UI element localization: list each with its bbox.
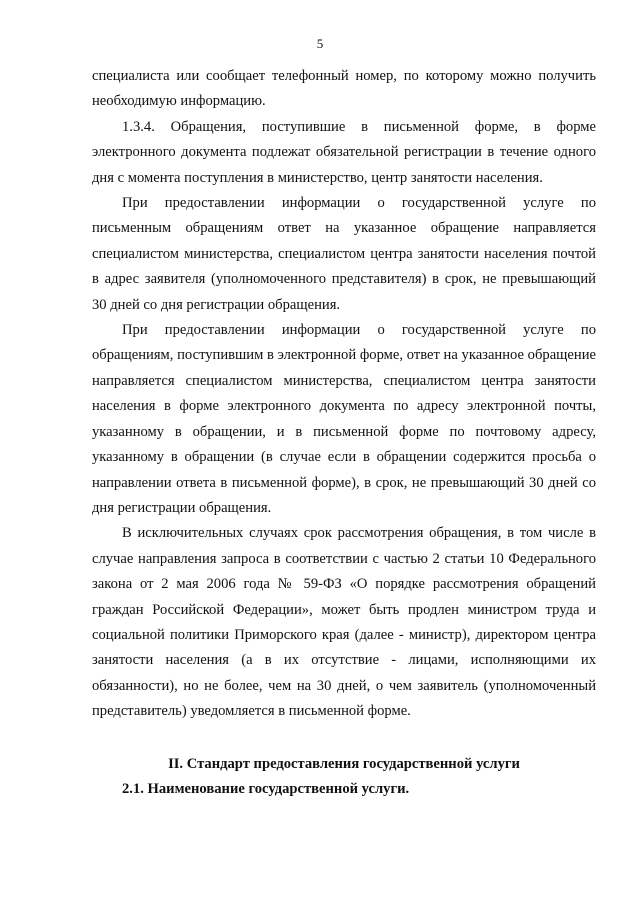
page-number: 5 bbox=[316, 36, 324, 51]
paragraph-exceptional-cases: В исключительных случаях срок рассмотрения обращения, в том числе в случае направления запроса в соответствии с частью 2 статьи 10 Федерального закона от 2 мая 2006 года № 59-ФЗ «О порядке рассмотрения обращений граждан Российской Федерации», может быть продлен министром труда и социальной политики Приморского края (далее - министр), директором центра занятости населения (а в их отсутствие - лицами, исполняющими их обязанности), но не более, чем на 30 дней, о чем заявитель (уполномоченный представитель) уведомляется в письменной форме. bbox=[92, 525, 596, 720]
section-spacer bbox=[92, 725, 596, 752]
subsection-heading: 2.1. Наименование государственной услуги. bbox=[122, 780, 410, 797]
paragraph-contact-info: специалиста или сообщает телефонный номер, по которому можно получить необходимую информацию. bbox=[92, 68, 596, 110]
paragraph-electronic-requests: При предоставлении информации о государственной услуге по обращениям, поступившим в электронной форме, ответ на указанное обращение направляется специалистом министерства, специалистом центра занятости населения в форме электронного документа по адресу электронной почты, указанному в обращении, и в письменной форме по почтовому адресу, указанному в обращении (в случае если в обращении содержится просьба о направлении ответа в письменной форме), в срок, не превышающий 30 дней со дня регистрации обращения. bbox=[92, 322, 596, 516]
section-heading: II. Стандарт предоставления государственной услуги bbox=[168, 755, 520, 772]
paragraph-registration: 1.3.4. Обращения, поступившие в письменной форме, в форме электронного документа подлежат обязательной регистрации в течение одного дня с момента поступления в министерство, центр занятости населения. bbox=[92, 118, 596, 186]
paragraph-written-requests: При предоставлении информации о государственной услуге по письменным обращениям ответ на указанное обращение направляется специалистом министерства, специалистом центра занятости населения почтой в адрес заявителя (уполномоченного представителя) в срок, не превышающий 30 дней со дня регистрации обращения. bbox=[92, 195, 596, 313]
document-body bbox=[92, 64, 596, 802]
